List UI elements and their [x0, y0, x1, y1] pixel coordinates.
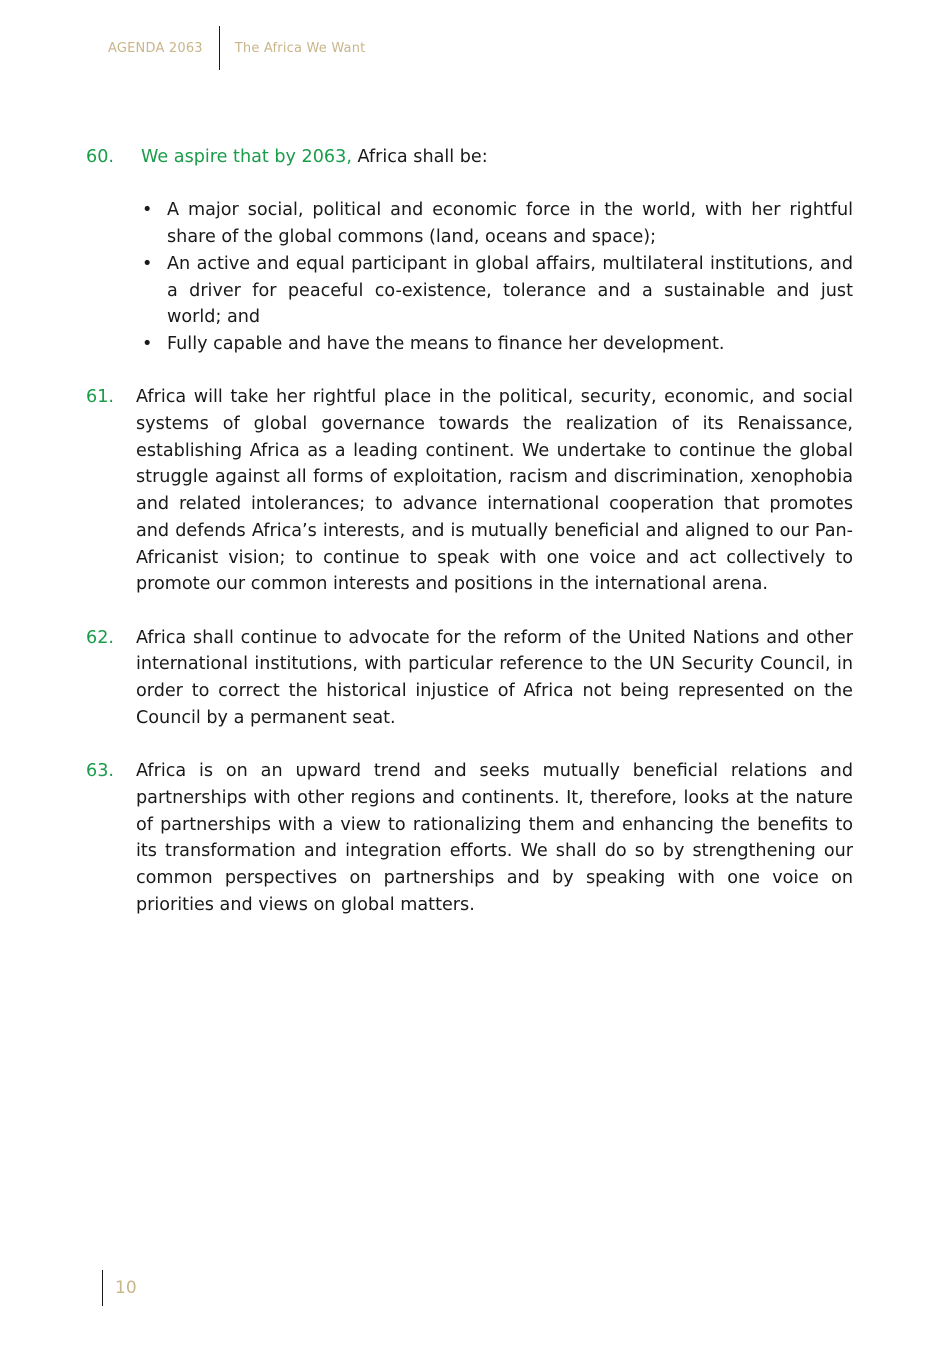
bullet-item-1 — [142, 197, 853, 250]
bullet-item-3 — [142, 331, 853, 358]
header-subtitle: The Africa We Want — [234, 40, 366, 56]
bullet-text-3: Fully capable and have the means to finance her development. — [167, 333, 725, 354]
header-agenda-title: AGENDA 2063 — [108, 40, 203, 56]
document-body — [86, 144, 853, 945]
paragraph-60-lead: We aspire that by 2063, — [141, 147, 352, 167]
bullet-text-2: An active and equal participant in global affairs, multilateral institutions, and a driver for peaceful co-existence, tolerance and a sustainable and just world; and — [167, 253, 853, 328]
page-number: 10 — [115, 1278, 137, 1298]
paragraph-number-61: 61. — [86, 387, 114, 408]
paragraph-61 — [86, 384, 853, 598]
paragraph-number-63: 63. — [86, 761, 114, 782]
paragraph-60 — [86, 144, 853, 171]
header-divider — [219, 26, 220, 70]
paragraph-number-62: 62. — [86, 627, 114, 648]
paragraph-number-60: 60. — [86, 147, 114, 167]
page-footer — [102, 1270, 137, 1306]
paragraph-60-rest: Africa shall be: — [351, 147, 488, 167]
paragraph-61-text: Africa will take her rightful place in the political, security, economic, and social systems of global governance towards the realization of its Renaissance, establishing Africa as a leading continent. We undertake to continue the global struggle against all forms of exploitation, racism and discrimination, xenophobia and related intolerances; to advance international cooperation that promotes and defends Africa’s interests, and is mutually beneficial and aligned to our Pan-Africanist vision; to continue to speak with one voice and act collectively to promote our common interests and positions in the international arena. — [136, 387, 853, 595]
paragraph-62 — [86, 625, 853, 732]
bullet-dot-icon: • — [142, 253, 153, 274]
bullet-dot-icon: • — [142, 333, 153, 354]
bullet-dot-icon: • — [142, 200, 153, 221]
footer-divider — [102, 1270, 103, 1306]
paragraph-62-text: Africa shall continue to advocate for the reform of the United Nations and other international institutions, with particular reference to the UN Security Council, in order to correct the historical injustice of Africa not being represented on the Council by a permanent seat. — [136, 627, 853, 728]
bullet-text-1: A major social, political and economic force in the world, with her rightful share of the global commons (land, oceans and space); — [167, 200, 853, 248]
bullet-item-2 — [142, 251, 853, 331]
aspiration-bullet-list — [86, 197, 853, 357]
paragraph-63-text: Africa is on an upward trend and seeks mutually beneficial relations and partnerships with other regions and continents. It, therefore, looks at the nature of partnerships with a view to rationalizing them and enhancing the benefits to its transformation and integration efforts. We shall do so by strengthening our common perspectives on partnerships and by speaking with one voice on priorities and views on global matters. — [136, 761, 853, 915]
running-header — [108, 26, 365, 70]
paragraph-63 — [86, 758, 853, 918]
